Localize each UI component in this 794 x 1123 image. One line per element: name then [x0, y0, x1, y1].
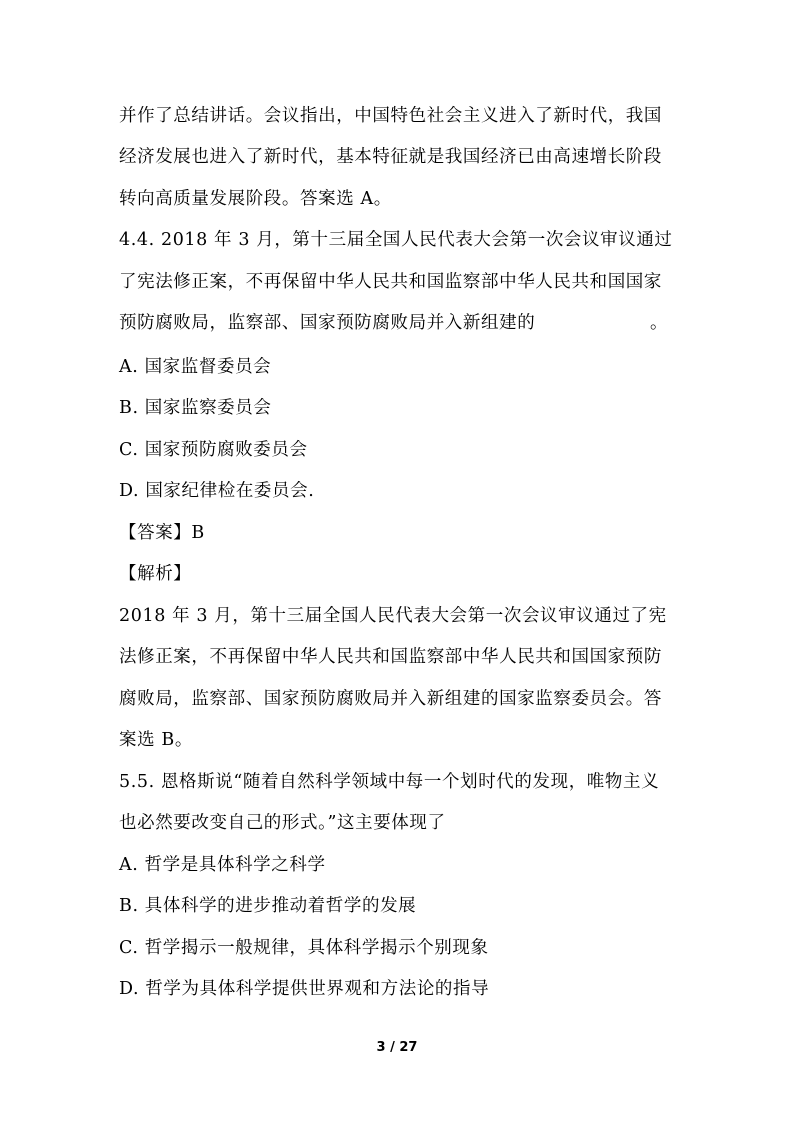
q4-stem-line-3: 预防腐败局，监察部、国家预防腐败局并入新组建的 — [119, 313, 536, 333]
q4-option-a: A. 国家监督委员会 — [119, 357, 272, 377]
q4-option-b: B. 国家监察委员会 — [119, 398, 272, 418]
q4-analysis-line-2: 法修正案，不再保留中华人民共和国监察部中华人民共和国国家预防 — [119, 647, 662, 667]
page-number: 3 / 27 — [376, 1040, 418, 1055]
q5-option-c: C. 哲学揭示一般规律，具体科学揭示个别现象 — [119, 938, 489, 958]
q4-stem-line-2: 了宪法修正案，不再保留中华人民共和国监察部中华人民共和国国家 — [119, 272, 662, 292]
q4-analysis-label: 【解析】 — [119, 564, 192, 584]
q5-stem-line-2: 也必然要改变自己的形式。”这主要体现了 — [119, 813, 446, 833]
q4-option-d: D. 国家纪律检在委员会. — [119, 481, 315, 501]
intro-line-2: 经济发展也进入了新时代，基本特征就是我国经济已由高速增长阶段 — [119, 147, 662, 167]
q4-stem-line-1: 4.4. 2018 年 3 月，第十三届全国人民代表大会第一次会议审议通过 — [119, 230, 673, 250]
intro-line-3: 转向高质量发展阶段。答案选 A。 — [119, 189, 392, 209]
intro-line-1: 并作了总结讲话。会议指出，中国特色社会主义进入了新时代，我国 — [119, 106, 662, 126]
q4-analysis-line-3: 腐败局，监察部、国家预防腐败局并入新组建的国家监察委员会。答 — [119, 689, 662, 709]
q5-stem-line-1: 5.5. 恩格斯说“随着自然科学领域中每一个划时代的发现，唯物主义 — [119, 772, 660, 792]
q5-option-a: A. 哲学是具体科学之科学 — [119, 855, 326, 875]
q5-option-d: D. 哲学为具体科学提供世界观和方法论的指导 — [119, 979, 490, 999]
q4-analysis-line-1: 2018 年 3 月，第十三届全国人民代表大会第一次会议审议通过了宪 — [119, 606, 667, 626]
q4-answer: 【答案】B — [119, 523, 205, 543]
q4-stem-blank-end: 。 — [650, 313, 669, 333]
q5-option-b: B. 具体科学的进步推动着哲学的发展 — [119, 896, 417, 916]
q4-option-c: C. 国家预防腐败委员会 — [119, 440, 308, 460]
q4-analysis-line-4: 案选 B。 — [119, 730, 193, 750]
